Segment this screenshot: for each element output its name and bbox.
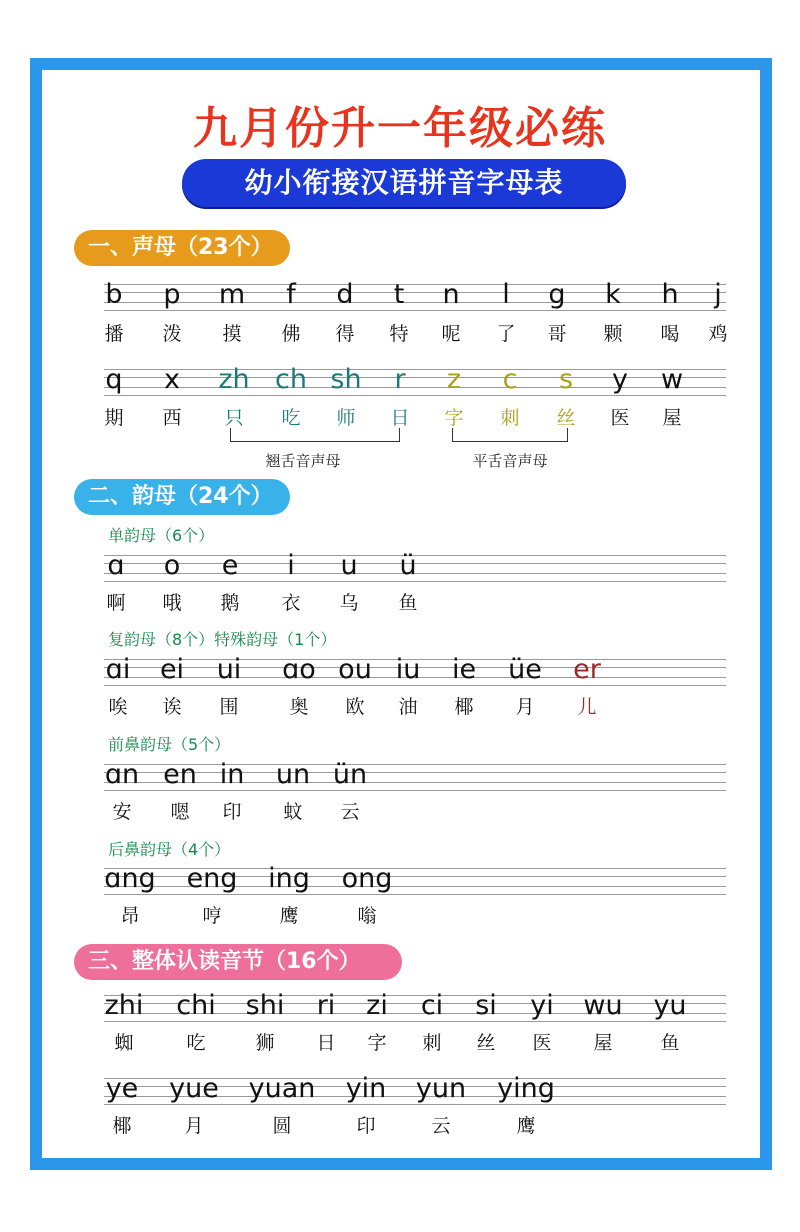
pinyin-letter: x [164,364,180,395]
grid-line [104,395,726,396]
pinyin-letter: ü [399,550,417,581]
pinyin-letter: ou [338,654,372,685]
pinyin-letter: t [393,279,405,310]
example-character: 围 [219,696,239,718]
example-character: 日 [390,407,410,429]
grid-line [104,292,726,293]
pinyin-letter: s [558,364,574,395]
example-character: 哦 [162,592,182,614]
pinyin-letter: o [163,550,181,581]
grid-line [104,310,726,311]
example-character: 哼 [202,905,222,927]
pinyin-letter: ɑo [282,654,316,685]
pinyin-letter: eng [186,863,238,894]
pinyin-letter: l [502,279,510,310]
example-character: 吃 [281,407,301,429]
pinyin-letter: un [275,759,311,790]
front-nasal-label: 前鼻韵母（5个） [108,735,231,754]
grid-line [104,894,726,895]
example-character: 日 [316,1032,336,1054]
four-line-grid [104,284,726,311]
example-character: 蜘 [114,1032,134,1054]
simple-finals-label: 单韵母（6个） [108,526,215,545]
pinyin-letter: q [105,364,123,395]
pinyin-letter: ie [451,654,477,685]
pinyin-letter: c [502,364,518,395]
pinyin-letter: shi [245,990,285,1021]
pinyin-letter: zh [218,364,250,395]
example-character: 安 [112,801,132,823]
section-finals-header: 二、韵母（24个） [74,479,290,515]
pinyin-letter: h [661,279,679,310]
pinyin-letter: p [163,279,181,310]
example-character: 蚊 [283,801,303,823]
grid-line [104,284,726,285]
four-line-grid [104,369,726,396]
example-character: 椰 [454,696,474,718]
example-character: 鹰 [279,905,299,927]
pinyin-letter: ong [341,863,393,894]
example-character: 奥 [289,696,309,718]
pinyin-letter: u [340,550,358,581]
example-character: 昂 [120,905,140,927]
pinyin-letter: yun [415,1073,467,1104]
retroflex-label: 翘舌音声母 [265,452,341,470]
pinyin-letter: zi [366,990,388,1021]
grid-line [104,1021,726,1022]
grid-line [104,764,726,765]
pinyin-letter: ei [159,654,185,685]
example-character: 泼 [162,323,182,345]
page-subtitle-banner: 幼小衔接汉语拼音字母表 [182,159,626,207]
pinyin-letter: yin [345,1073,387,1104]
pinyin-letter: m [218,279,246,310]
example-character: 嗯 [170,801,190,823]
example-character: 鹅 [220,592,240,614]
grid-line [104,387,726,388]
compound-finals-label: 复韵母（8个）特殊韵母（1个） [108,630,337,649]
example-character: 丝 [556,407,576,429]
example-character: 椰 [112,1115,132,1137]
pinyin-letter: ci [420,990,444,1021]
pinyin-letter: sh [330,364,362,395]
pinyin-letter: en [163,759,197,790]
pinyin-letter: ɑn [104,759,140,790]
example-character: 狮 [255,1032,275,1054]
pinyin-letter: b [105,279,123,310]
grid-line [104,790,726,791]
example-character: 佛 [281,323,301,345]
grid-line [104,685,726,686]
pinyin-letter: yi [530,990,554,1021]
example-character: 印 [222,801,242,823]
example-character: 乌 [339,592,359,614]
example-character: 颗 [603,323,623,345]
example-character: 月 [515,696,535,718]
example-character: 云 [431,1115,451,1137]
example-character: 印 [356,1115,376,1137]
grid-line [104,302,726,303]
pinyin-letter: d [336,279,354,310]
pinyin-letter: yuan [248,1073,316,1104]
example-character: 西 [162,407,182,429]
pinyin-letter: er [573,654,601,685]
four-line-grid [104,764,726,791]
pinyin-letter: g [548,279,566,310]
pinyin-letter: i [287,550,295,581]
page-title: 九月份升一年级必练 [193,103,607,154]
pinyin-letter: ing [268,863,310,894]
section-syllables-header: 三、整体认读音节（16个） [74,944,402,980]
example-character: 鱼 [398,592,418,614]
example-character: 圆 [272,1115,292,1137]
example-character: 嗡 [357,905,377,927]
pinyin-letter: ui [216,654,242,685]
example-character: 鱼 [660,1032,680,1054]
grid-line [104,782,726,783]
example-character: 刺 [500,407,520,429]
pinyin-letter: zhi [104,990,144,1021]
example-character: 播 [104,323,124,345]
pinyin-letter: si [475,990,497,1021]
pinyin-letter: j [714,279,722,310]
pinyin-letter: z [446,364,462,395]
pinyin-letter: yu [653,990,687,1021]
example-character: 鹰 [516,1115,536,1137]
pinyin-letter: üe [508,654,542,685]
grid-line [104,772,726,773]
pinyin-letter: ün [332,759,368,790]
pinyin-letter: w [660,364,684,395]
example-character: 期 [104,407,124,429]
pinyin-letter: k [605,279,621,310]
example-character: 只 [224,407,244,429]
pinyin-letter: f [286,279,296,310]
example-character: 吃 [186,1032,206,1054]
flat-label: 平舌音声母 [472,452,548,470]
example-character: 字 [444,407,464,429]
example-character: 鸡 [708,323,728,345]
flat-bracket [452,428,568,442]
grid-line [104,581,726,582]
example-character: 欧 [345,696,365,718]
grid-line [104,1104,726,1105]
example-character: 刺 [422,1032,442,1054]
pinyin-letter: wu [583,990,623,1021]
example-character: 医 [610,407,630,429]
pinyin-letter: ri [316,990,336,1021]
grid-line [104,369,726,370]
pinyin-letter: e [221,550,239,581]
example-character: 摸 [222,323,242,345]
example-character: 儿 [577,696,597,718]
pinyin-letter: iu [395,654,421,685]
example-character: 唉 [108,696,128,718]
back-nasal-label: 后鼻韵母（4个） [108,840,231,859]
pinyin-letter: y [612,364,628,395]
example-character: 月 [184,1115,204,1137]
example-character: 丝 [476,1032,496,1054]
example-character: 特 [389,323,409,345]
example-character: 师 [336,407,356,429]
example-character: 油 [398,696,418,718]
pinyin-letter: r [394,364,406,395]
pinyin-letter: ɑ [107,550,125,581]
example-character: 得 [335,323,355,345]
example-character: 喝 [660,323,680,345]
pinyin-letter: chi [176,990,216,1021]
example-character: 衣 [281,592,301,614]
example-character: 医 [532,1032,552,1054]
example-character: 诶 [162,696,182,718]
pinyin-letter: ch [275,364,307,395]
pinyin-letter: ɑng [104,863,156,894]
example-character: 字 [367,1032,387,1054]
retroflex-bracket [230,428,400,442]
pinyin-letter: n [442,279,460,310]
example-character: 哥 [547,323,567,345]
section-initials-header: 一、声母（23个） [74,230,290,266]
pinyin-letter: ye [105,1073,139,1104]
grid-line [104,377,726,378]
example-character: 屋 [593,1032,613,1054]
pinyin-letter: ɑi [105,654,131,685]
example-character: 云 [340,801,360,823]
pinyin-letter: in [219,759,245,790]
example-character: 了 [496,323,516,345]
pinyin-letter: ying [497,1073,555,1104]
example-character: 呢 [441,323,461,345]
example-character: 啊 [106,592,126,614]
pinyin-letter: yue [169,1073,219,1104]
example-character: 屋 [662,407,682,429]
